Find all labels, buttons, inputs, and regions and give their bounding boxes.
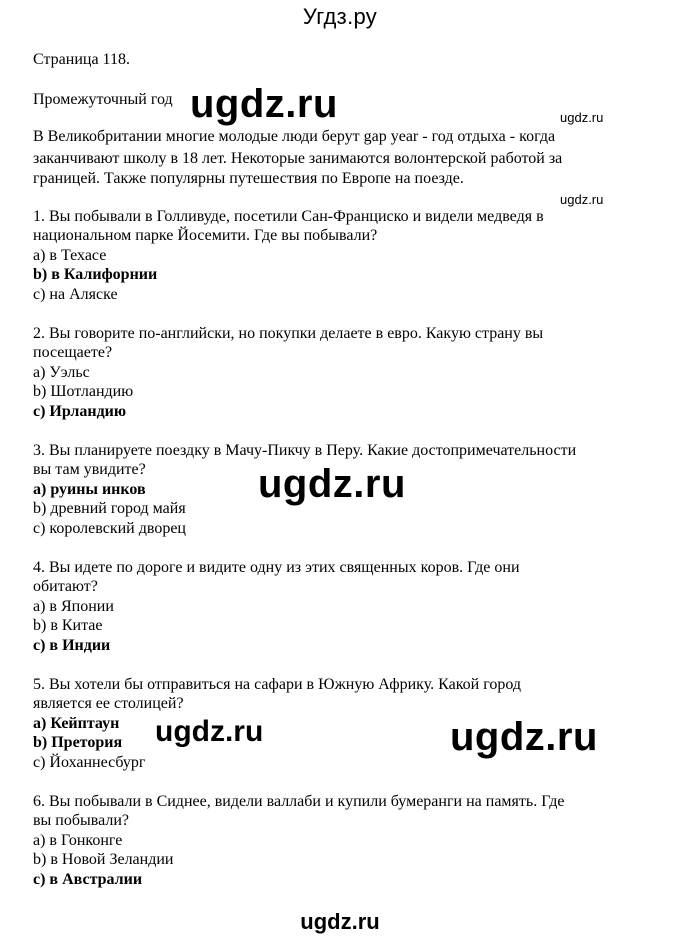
- site-footer-logo: ugdz.ru: [300, 909, 380, 934]
- question-6-text: 6. Вы побывали в Сиднее, видели валлаби и купили бумеранги на память. Где: [33, 793, 565, 810]
- question-5-option-b-answer: b) Претория: [33, 734, 123, 751]
- question-5-option-a-answer: a) Кейптаун: [33, 715, 120, 732]
- question-4-option-b: b) в Китае: [33, 617, 103, 634]
- site-header-title: Угдз.ру: [302, 4, 378, 29]
- question-2-option-a: a) Уэльс: [33, 364, 90, 381]
- page-label: Страница 118.: [33, 51, 130, 68]
- question-6-text: вы побывали?: [33, 812, 129, 829]
- question-5-text: 5. Вы хотели бы отправиться на сафари в Южную Африку. Какой город: [33, 676, 522, 693]
- question-5-text: является ее столицей?: [33, 695, 184, 712]
- question-2-text: посещаете?: [33, 344, 113, 361]
- intro-line: заканчивают школу в 18 лет. Некоторые занимаются волонтерской работой за: [33, 150, 563, 167]
- question-6-option-c-answer: c) в Австралии: [33, 871, 143, 888]
- question-2-option-b: b) Шотландию: [33, 383, 134, 400]
- question-4-option-c-answer: c) в Индии: [33, 637, 111, 654]
- question-3-text: вы там увидите?: [33, 461, 146, 478]
- question-6-option-b: b) в Новой Зеландии: [33, 851, 174, 868]
- question-3-option-c: c) королевский дворец: [33, 520, 186, 537]
- question-5-option-c: c) Йоханнесбург: [33, 754, 146, 771]
- watermark-logo: ugdz.ru: [258, 462, 406, 506]
- question-3-text: 3. Вы планируете поездку в Мачу-Пикчу в Перу. Какие достопримечательности: [33, 442, 577, 459]
- watermark-small: ugdz.ru: [560, 192, 604, 207]
- question-1-text: национальном парке Йосемити. Где вы побывали?: [33, 227, 378, 244]
- question-6-option-a: a) в Гонконге: [33, 832, 123, 849]
- intro-line: границей. Также популярны путешествия по Европе на поезде.: [33, 170, 464, 187]
- question-4-text: обитают?: [33, 578, 98, 595]
- section-title: Промежуточный год: [33, 91, 173, 108]
- watermark-logo: ugdz.ru: [190, 82, 338, 126]
- watermark-logo: ugdz.ru: [450, 715, 598, 759]
- intro-line: В Великобритании многие молодые люди берут gap year - год отдыха - когда: [33, 128, 556, 145]
- question-1-option-a: a) в Техасе: [33, 247, 107, 264]
- watermark-logo: ugdz.ru: [155, 715, 264, 748]
- watermark-small: ugdz.ru: [560, 110, 604, 125]
- question-2-text: 2. Вы говорите по-английски, но покупки делаете в евро. Какую страну вы: [33, 325, 544, 342]
- question-3-option-b: b) древний город майя: [33, 500, 186, 517]
- question-2-option-c-answer: c) Ирландию: [33, 403, 127, 420]
- question-3-option-a-answer: a) руины инков: [33, 481, 146, 498]
- question-1-text: 1. Вы побывали в Голливуде, посетили Сан-Франциско и видели медведя в: [33, 208, 544, 225]
- question-4-text: 4. Вы идете по дороге и видите одну из этих священных коров. Где они: [33, 559, 520, 576]
- question-4-option-a: a) в Японии: [33, 598, 114, 615]
- question-1-option-c: c) на Аляске: [33, 286, 118, 303]
- question-1-option-b-answer: b) в Калифорнии: [33, 266, 158, 283]
